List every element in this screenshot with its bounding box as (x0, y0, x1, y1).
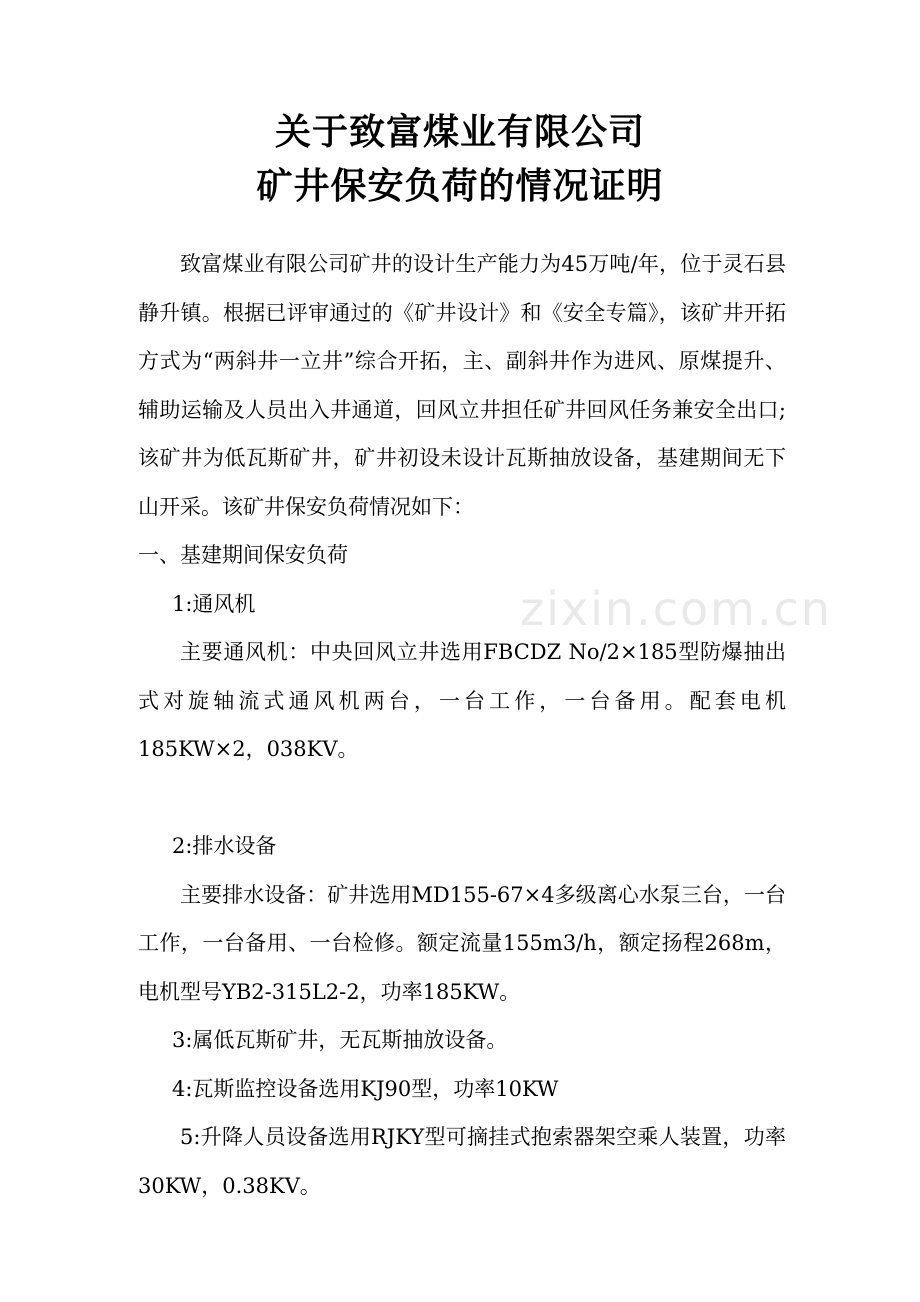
item-heading-ventilator: 1:通风机 (172, 591, 256, 616)
watermark: zixin.com.cn (520, 582, 833, 636)
ventilator-paragraph: 主要通风机：中央回风立井选用FBCDZ No/2×185型防爆抽出式对旋轴流式通风机两台，一台工作，一台备用。配套电机185KW×2，038KV。 (138, 640, 786, 761)
document-body (138, 240, 786, 1210)
document-title-line-1: 关于致富煤业有限公司 (274, 111, 645, 153)
document-title-line-2: 矿井保安负荷的情况证明 (256, 165, 664, 207)
item-gas-monitoring: 4:瓦斯监控设备选用KJ90型，功率10KW (172, 1076, 559, 1101)
section-heading: 一、基建期间保安负荷 (138, 543, 348, 567)
item-personnel-transport: 5:升降人员设备选用RJKY型可摘挂式抱索器架空乘人装置，功率 30KW，0.38KV。 (138, 1125, 786, 1198)
item-heading-drainage: 2:排水设备 (172, 834, 277, 858)
intro-paragraph: 致富煤业有限公司矿井的设计生产能力为45万吨/年，位于灵石县静升镇。根据已评审通过的《矿井设计》和《安全专篇》，该矿井开拓方式为“两斜井一立井”综合开拓，主、副斜井作为进风、原煤提升、辅助运输及人员出入井通道，回风立井担任矿井回风任务兼安全出口; 该矿井为低瓦斯矿井，矿井初设未设计瓦斯抽放设备，基建期间无下山开采。该矿井保安负荷情况如下： (138, 252, 786, 519)
item-gas-drainage: 3:属低瓦斯矿井，无瓦斯抽放设备。 (172, 1028, 508, 1052)
blank-line (138, 774, 786, 823)
drainage-paragraph: 主要排水设备：矿井选用MD155-67×4多级离心水泵三台，一台工作，一台备用、一台检修。额定流量155m3/h，额定扬程268m，电机型号YB2-315L2-2，功率185KW。 (138, 882, 786, 1004)
